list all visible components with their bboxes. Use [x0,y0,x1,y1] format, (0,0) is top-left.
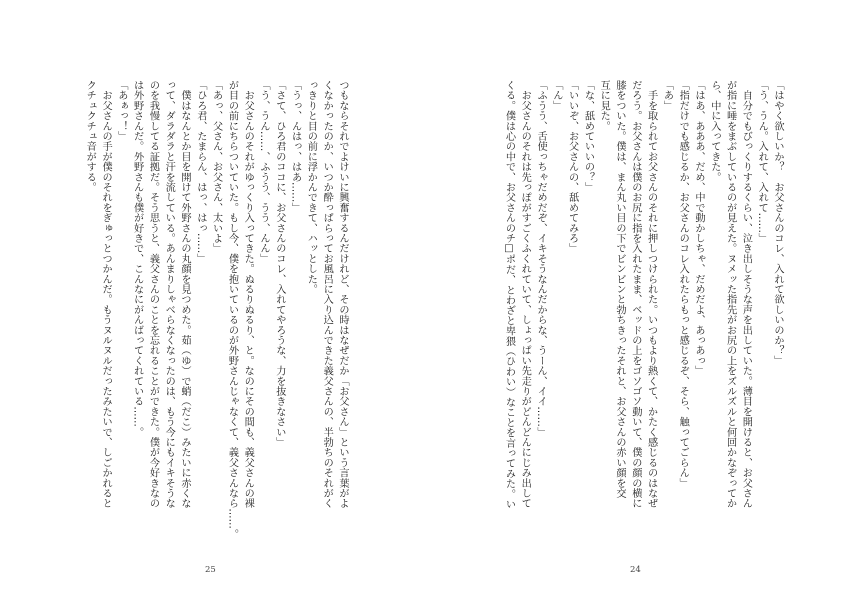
text-line: 「な、舐めていいの？」 [582,80,594,193]
text-line: お父さんの手が僕のそれをぎゅっとつかんだ。もうヌルヌルだったみたいで、しごかれると [100,80,112,509]
text-line: だろう。お父さんは僕のお尻に指を入れたまま、ベッドの上をゴソゴソ動いて、僕の顔の横に [629,80,641,509]
text-line: 「はやく欲しいか？ お父さんのコレ、入れて欲しいのか？」 [772,80,783,366]
text-line: 「う、うん。入れて、入れて……」 [756,80,768,244]
text-line: 「ん」 [550,80,562,111]
text-line: 「う、うん……、ふうう、うう、んん」 [258,80,270,264]
text-line: 手を取られてお父さんのそれに押しつけられた。いつもより熱くて、かたく感じるのはなぜ [645,80,657,509]
text-line: が目の前にちらついていた。もし今、僕を抱いているのが外野さんじゃなくて、義父さんなら……。 [226,80,238,539]
text-line: は外野さんだ。外野さんも僕が好きで、こんなにがんばってくれている……。 [131,80,143,437]
text-line: お父さんのそれは先っぽがすごくふくれていて、しょっぱい先走りがどんどんにじみ出して [519,80,531,509]
text-line: 僕はなんとか目を開けて外野さんの丸顔を見つめた。茹（ゆ）で蛸（だこ）みたいに赤くな [179,80,191,509]
text-line: くる。僕は心の中で、お父さんのチ□ポだ、とわざと卑猥（ひわい）なことを言ってみた。い [503,80,515,510]
text-line: 膝をついた。僕は、まん丸い目の下でビンビンと勃ちきったそれと、お父さんの赤い顔を交 [614,80,626,499]
text-line: 「あっ、父さん、お父さん、太いよ」 [210,80,222,254]
text-line: 「うっ、んはっ、はあ……」 [289,80,301,213]
text-line: っきりと目の前に浮かんできて、ハッとした。 [305,80,317,295]
text-line: 「指だけでも感じるか、お父さんのコレ入れたらもっと感じるぞ、そら、触ってごらん」 [677,80,689,488]
text-line: くなかったのか、いつか酔っぱらってお風呂に入り込んできた義父さんの、半勃ちのそれがく [321,80,333,509]
text-line: 「さて、ひろ君のココに、お父さんのコレ、入れてやろうな、力を抜きなさい」 [273,80,285,448]
text-line: 互に見た。 [598,80,610,131]
text-line: って、ダラダラと汗を流している。あんまりしゃべらなくなったのは、もう今にもイキそうな [163,80,175,509]
text-line: 「いいぞ、お父さんの、舐めてみろ」 [566,80,578,254]
right-page-text [503,80,785,510]
text-line: 「はあ、あああ、だめ、中で動かしちゃ、だめだよ、あっあっ」 [693,80,705,376]
text-line: お父さんのそれがゆっくり入ってきた。ぬるりぬるり、と。なのにその間も、義父さんの裸 [242,80,254,509]
text-line: ら、中に入ってきた。 [708,80,720,182]
text-line: 自分でもびっくりするくらい、泣き出しそうな声を出していた。薄目を開けると、お父さん [740,80,752,509]
left-page-number: 25 [205,565,216,575]
text-line: クチュクチュ音がする。 [84,80,96,193]
text-line: 「ふうう、舌使っちゃだめだぞ、イキそうなんだからな、うーん、イイ……」 [535,80,547,437]
text-line: つもならそれでよけいに興奮するんだけれど、その時はなぜだか「お父さん」という言葉がよ [337,80,348,509]
text-line: 「あ」 [661,80,673,111]
right-page [425,0,850,600]
left-page-text [84,80,350,539]
text-line: のを我慢してる証拠だ。そう思うと、義父さんのことを忘れることができた。僕が今好きなの [147,80,159,509]
text-line: 「あぁっ！」 [115,80,127,142]
text-line: が指に唾をまぶしているのが見えた。ヌメッた指先がお尻の上をズルズルと何回かなぞってか [724,80,736,509]
right-page-number: 24 [630,565,641,575]
text-line: 「ひろ君、たまらん、はっ、はっ……」 [194,80,206,264]
